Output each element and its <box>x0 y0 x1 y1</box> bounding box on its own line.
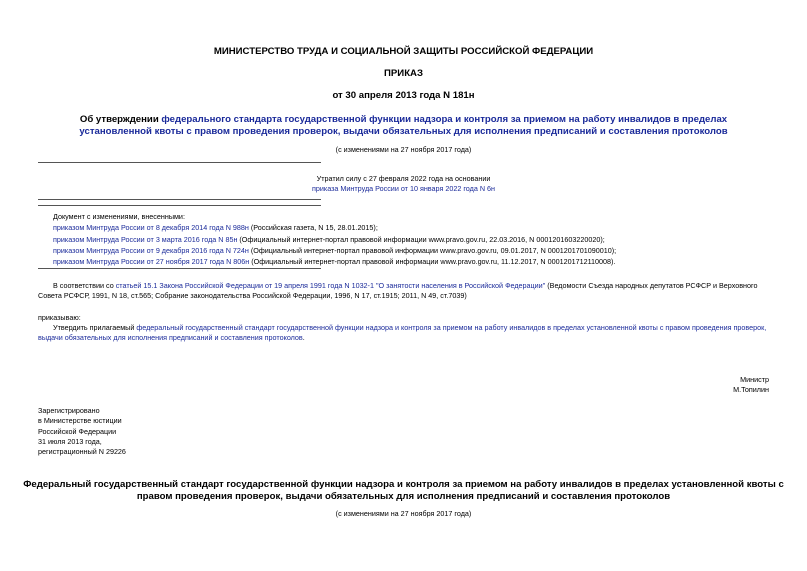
standard-link-line1[interactable]: федеральный государственный стандарт государственной функции надзора и контроля за приемом на работу инвалидов в пределах установленной квоты с правом проведения проверок, <box>136 323 767 332</box>
amendment-source: (Официальный интернет-портал правовой информации www.pravo.gov.ru, 22.03.2016, N 0001201603220020); <box>237 234 605 244</box>
order-suffix: . <box>302 333 305 343</box>
amendments-intro: Документ с изменениями, внесенными: <box>53 212 185 221</box>
standard-link-line2[interactable]: выдачи обязательных для исполнения предписаний и составления протоколов <box>38 333 303 343</box>
registration-line: Российской Федерации <box>38 426 117 436</box>
amendment-source: (Российская газета, N 15, 28.01.2015); <box>248 223 378 233</box>
amendment-item <box>53 223 793 233</box>
document-title <box>0 114 807 138</box>
amendment-link[interactable]: приказом Минтруда России от 3 марта 2016 года N 85н <box>53 234 238 244</box>
repeal-text: Утратил силу с 27 февраля 2022 года на основании <box>316 174 491 183</box>
signature-name: М.Топилин <box>733 385 769 395</box>
amendment-source: (Официальный интернет-портал правовой информации www.pravo.gov.ru, 09.01.2017, N 0001201701090010); <box>248 245 617 255</box>
amendment-item <box>53 246 793 256</box>
legal-basis <box>38 281 778 302</box>
registration-block <box>38 406 126 457</box>
amendment-link[interactable]: приказом Минтруда России от 8 декабря 2014 года N 988н <box>53 223 249 233</box>
amendments-block <box>53 212 793 267</box>
registration-line: 31 июля 2013 года, <box>38 436 102 446</box>
divider <box>38 162 321 163</box>
signature-position: Министр <box>740 375 769 384</box>
amendment-item <box>53 235 793 245</box>
basis-suffix: (Ведомости Съезда народных депутатов РСФСР и Верховного <box>545 281 758 290</box>
order-prefix: Утвердить прилагаемый <box>53 323 137 332</box>
order-text <box>38 323 778 344</box>
standard-title <box>0 479 807 503</box>
amendment-link[interactable]: приказом Минтруда России от 27 ноября 2017 года N 806н <box>53 257 250 267</box>
divider <box>38 205 321 206</box>
doc-type-heading: ПРИКАЗ <box>384 68 423 79</box>
title-revision: (с изменениями на 27 ноября 2017 года) <box>335 145 472 154</box>
repeal-link[interactable]: приказа Минтруда России от 10 января 2022 года N 6н <box>312 184 495 193</box>
divider <box>38 268 321 269</box>
standard-title-line2: правом проведения проверок, выдачи обязательных для исполнения предписаний и составления протоколов <box>136 491 671 502</box>
basis-law-link[interactable]: статьей 15.1 Закона Российской Федерации от 19 апреля 1991 года N 1032-1 "О занятости населения в Российской Федерации" <box>115 281 546 290</box>
registration-line: в Министерстве юстиции <box>38 416 122 426</box>
amendment-item <box>53 257 793 267</box>
order-label: приказываю: <box>38 313 81 322</box>
basis-prefix: В соответствии со <box>53 281 116 290</box>
registration-line: Зарегистрировано <box>38 406 100 415</box>
amendment-link[interactable]: приказом Минтруда России от 9 декабря 2016 года N 724н <box>53 245 249 255</box>
basis-line2: Совета РСФСР, 1991, N 18, ст.565; Собрание законодательства Российской Федерации, 1996, N 17, ст.1915; 2011, N 49, ст.7039) <box>38 291 467 301</box>
signature-block <box>733 375 769 396</box>
date-number-heading: от 30 апреля 2013 года N 181н <box>332 90 475 101</box>
title-link-line1[interactable]: федерального стандарта государственной функции надзора и контроля за приемом на работу инвалидов в пределах <box>161 114 728 125</box>
divider <box>38 199 321 200</box>
standard-title-line1: Федеральный государственный стандарт государственной функции надзора и контроля за приемом на работу инвалидов в пределах установленной квоты с <box>23 479 784 490</box>
title-prefix: Об утверждении <box>79 114 162 125</box>
standard-revision: (с изменениями на 27 ноября 2017 года) <box>335 509 472 518</box>
title-link-line2[interactable]: установленной квоты с правом проведения проверок, выдачи обязательных для исполнения предписаний и составления протоколов <box>79 126 728 137</box>
registration-line: регистрационный N 29226 <box>38 447 126 457</box>
amendment-source: (Официальный интернет-портал правовой информации www.pravo.gov.ru, 11.12.2017, N 0001201712110008). <box>249 257 616 267</box>
ministry-heading: МИНИСТЕРСТВО ТРУДА И СОЦИАЛЬНОЙ ЗАЩИТЫ РОССИЙСКОЙ ФЕДЕРАЦИИ <box>213 46 594 57</box>
